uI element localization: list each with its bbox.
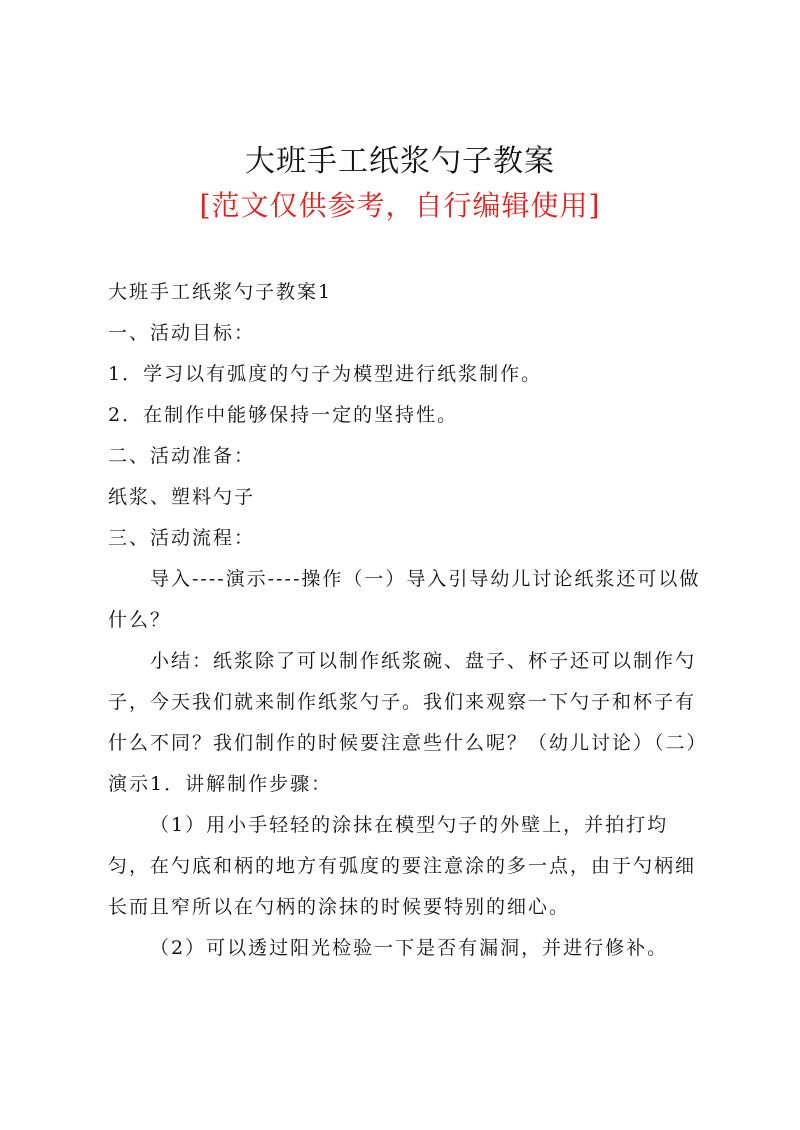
document-title: 大班手工纸浆勺子教案 xyxy=(245,144,555,179)
preparation-materials: 纸浆、塑料勺子 xyxy=(108,486,256,508)
heading-preparation: 二、活动准备： xyxy=(108,445,256,467)
document-body xyxy=(108,272,704,969)
document-subtitle: [范文仅供参考，自行编辑使用] xyxy=(199,189,601,222)
objective-item: 2．在制作中能够保持一定的坚持性。 xyxy=(108,404,459,426)
summary-paragraph: 小结：纸浆除了可以制作纸浆碗、盘子、杯子还可以制作勺子，今天我们就来制作纸浆勺子。我们来观察一下勺子和杯子有什么不同？我们制作的时候要注意些什么呢？（幼儿讨论）（二）演示1．讲解制作步骤： xyxy=(108,650,699,795)
heading-objectives: 一、活动目标： xyxy=(108,322,256,344)
step-paragraph: （2）可以透过阳光检验一下是否有漏洞，并进行修补。 xyxy=(150,937,669,959)
objective-item: 1．学习以有弧度的勺子为模型进行纸浆制作。 xyxy=(108,363,543,385)
process-paragraph: 导入----演示----操作（一）导入引导幼儿讨论纸浆还可以做什么？ xyxy=(108,568,701,631)
step-paragraph: （1）用小手轻轻的涂抹在模型勺子的外壁上，并拍打均匀，在勺底和柄的地方有弧度的要注意涂的多一点，由于勺柄细长而且窄所以在勺柄的涂抹的时候要特别的细心。 xyxy=(108,814,697,918)
section-heading: 大班手工纸浆勺子教案1 xyxy=(108,281,333,303)
heading-process: 三、活动流程： xyxy=(108,527,256,549)
